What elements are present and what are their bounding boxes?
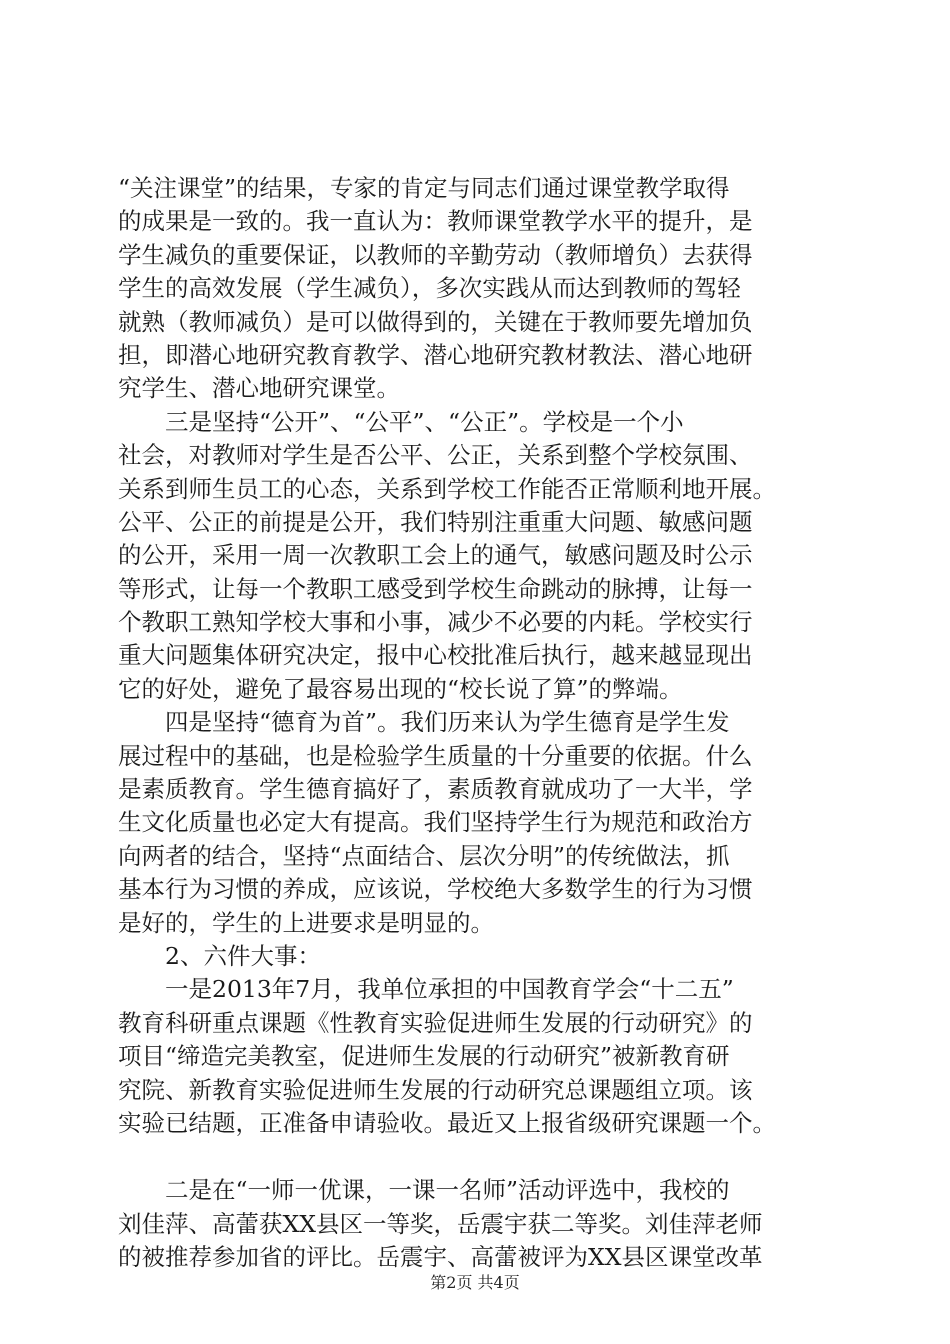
text-line: 项目“缔造完美教室，促进师生发展的行动研究”被新教育研 [118, 1042, 730, 1071]
text-line: 重大问题集体研究决定，报中心校批准后执行，越来越显现出 [118, 641, 753, 670]
page-number-footer: 第2页 共4页 [430, 1273, 520, 1292]
text-line: 四是坚持“德育为首”。我们历来认为学生德育是学生发 [118, 708, 730, 737]
text-line: 公平、公正的前提是公开，我们特别注重重大问题、敏感问题 [118, 507, 753, 536]
text-line: 它的好处，避免了最容易出现的“校长说了算”的弊端。 [118, 674, 683, 703]
text-line: 究学生、潜心地研究课堂。 [118, 374, 400, 403]
text-line: 一是2013年7月，我单位承担的中国教育学会“十二五” [118, 975, 734, 1004]
text-line: 实验已结题，正准备申请验收。最近又上报省级研究课题一个。 [118, 1108, 776, 1137]
text-line: 二是在“一师一优课，一课一名师”活动评选中，我校的 [118, 1176, 730, 1205]
text-line: “关注课堂”的结果，专家的肯定与同志们通过课堂教学取得 [118, 174, 730, 202]
text-line: 刘佳萍、高蕾获XX县区一等奖，岳震宇获二等奖。刘佳萍老师 [118, 1209, 763, 1238]
text-line: 就熟（教师减负）是可以做得到的，关键在于教师要先增加负 [118, 307, 753, 336]
text-line: 学生减负的重要保证，以教师的辛勤劳动（教师增负）去获得 [118, 240, 753, 269]
text-line: 个教职工熟知学校大事和小事，减少不必要的内耗。学校实行 [118, 608, 753, 637]
text-line: 的公开，采用一周一次教职工会上的通气，敏感问题及时公示 [118, 541, 753, 570]
text-line: 是好的，学生的上进要求是明显的。 [118, 908, 494, 937]
text-line: 展过程中的基础，也是检验学生质量的十分重要的依据。什么 [118, 741, 753, 770]
text-line: 教育科研重点课题《性教育实验促进师生发展的行动研究》的 [118, 1008, 753, 1037]
text-line: 社会，对教师对学生是否公平、公正，关系到整个学校氛围、 [118, 441, 753, 470]
text-line: 学生的高效发展（学生减负），多次实践从而达到教师的驾轻 [118, 274, 741, 303]
text-line: 关系到师生员工的心态，关系到学校工作能否正常顺利地开展。 [118, 474, 776, 503]
text-line: 的成果是一致的。我一直认为：教师课堂教学水平的提升，是 [118, 207, 753, 236]
text-line: 三是坚持“公开”、“公平”、“公正”。学校是一个小 [118, 407, 684, 436]
text-line: 等形式，让每一个教职工感受到学校生命跳动的脉搏，让每一 [118, 574, 753, 603]
text-line: 2、六件大事： [118, 941, 321, 970]
body-text [118, 172, 838, 1275]
text-line: 担，即潜心地研究教育教学、潜心地研究教材教法、潜心地研 [118, 340, 753, 369]
text-line: 究院、新教育实验促进师生发展的行动研究总课题组立项。该 [118, 1075, 753, 1104]
text-line: 的被推荐参加省的评比。岳震宇、高蕾被评为XX县区课堂改革 [118, 1243, 763, 1272]
paragraph-gap [118, 1140, 838, 1174]
text-line: 基本行为习惯的养成，应该说，学校绝大多数学生的行为习惯 [118, 875, 753, 904]
text-line: 向两者的结合，坚持“点面结合、层次分明”的传统做法，抓 [118, 841, 730, 870]
text-line: 生文化质量也必定大有提高。我们坚持学生行为规范和政治方 [118, 808, 753, 837]
text-line: 是素质教育。学生德育搞好了，素质教育就成功了一大半，学 [118, 775, 753, 804]
